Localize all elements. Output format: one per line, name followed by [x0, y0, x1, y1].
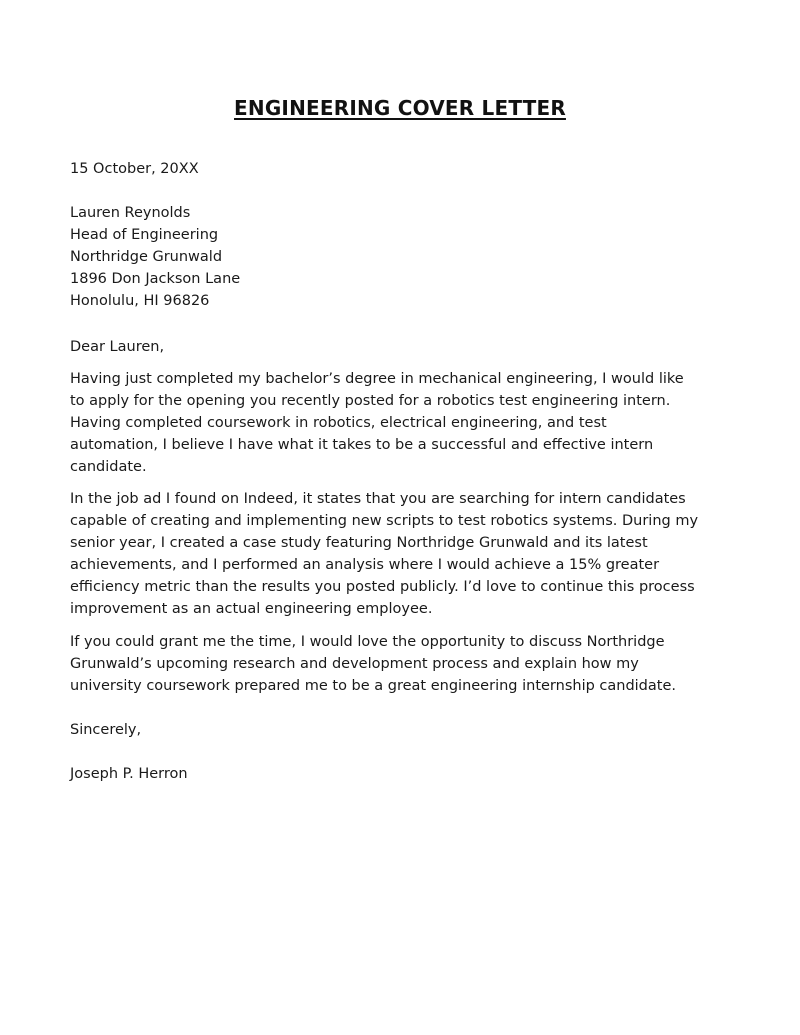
document-title: ENGINEERING COVER LETTER	[234, 96, 566, 120]
paragraph-line: capable of creating and implementing new scripts to test robotics systems. During my	[70, 513, 699, 529]
recipient-address-block	[70, 202, 730, 312]
paragraph-line: automation, I believe I have what it takes to be a successful and effective intern	[70, 437, 654, 453]
paragraph-2	[70, 488, 730, 620]
recipient-street: 1896 Don Jackson Lane	[70, 271, 241, 287]
paragraph-line: efficiency metric than the results you posted publicly. I’d love to continue this process	[70, 579, 695, 595]
salutation: Dear Lauren,	[70, 339, 165, 355]
signature-name: Joseph P. Herron	[70, 766, 188, 782]
recipient-company: Northridge Grunwald	[70, 249, 223, 265]
paragraph-line: Grunwald’s upcoming research and development process and explain how my	[70, 656, 639, 672]
paragraph-line: to apply for the opening you recently posted for a robotics test engineering intern.	[70, 393, 671, 409]
paragraph-3	[70, 631, 730, 697]
paragraph-line: university coursework prepared me to be a great engineering internship candidate.	[70, 678, 676, 694]
letter-date: 15 October, 20XX	[70, 161, 199, 177]
closing: Sincerely,	[70, 722, 142, 738]
paragraph-line: candidate.	[70, 459, 147, 475]
paragraph-line: Having completed coursework in robotics, electrical engineering, and test	[70, 415, 607, 431]
recipient-name: Lauren Reynolds	[70, 205, 191, 221]
paragraph-line: In the job ad I found on Indeed, it states that you are searching for intern candidates	[70, 491, 686, 507]
paragraph-line: senior year, I created a case study featuring Northridge Grunwald and its latest	[70, 535, 648, 551]
paragraph-line: Having just completed my bachelor’s degree in mechanical engineering, I would like	[70, 371, 684, 387]
paragraph-1	[70, 368, 730, 478]
paragraph-line: achievements, and I performed an analysis where I would achieve a 15% greater	[70, 557, 660, 573]
paragraph-line: If you could grant me the time, I would love the opportunity to discuss Northridge	[70, 634, 665, 650]
recipient-position: Head of Engineering	[70, 227, 219, 243]
recipient-city: Honolulu, HI 96826	[70, 293, 210, 309]
paragraph-line: improvement as an actual engineering employee.	[70, 601, 433, 617]
